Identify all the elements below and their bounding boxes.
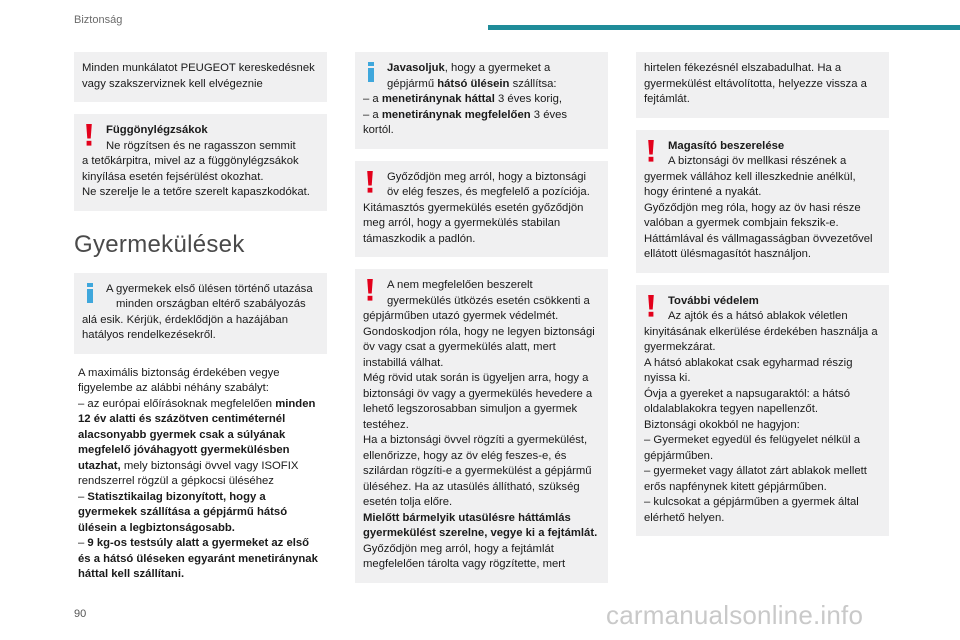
warning-line-1: Győződjön meg arról, hogy a biztonsági	[387, 170, 587, 183]
column-1	[74, 52, 327, 583]
warning-paragraph-1: gyermek vállához kell illeszkednie anélkül, hogy érintené a nyakát.	[644, 170, 856, 198]
rules-intro: A maximális biztonság érdekében vegye figyelembe az alábbi néhány szabályt:	[78, 366, 280, 394]
column-3	[636, 52, 889, 548]
exclamation-icon	[85, 124, 93, 146]
warning-line-2: öv elég feszes, és megfelelő a pozíciója.	[387, 186, 590, 198]
info-i-icon	[366, 62, 376, 82]
info-item-1: – a menetiránynak háttal 3 éves korig,	[363, 93, 563, 105]
warning-title: Magasító beszerelése	[668, 139, 785, 152]
warning-body: a tetőkárpitra, mivel az a függönylégzsákok kinyílása esetén fejsérülést okozhat.	[82, 155, 299, 183]
warning-paragraph-5: Győződjön meg arról, hogy a fejtámlát megfelelően tárolta vagy rögzítette, mert	[363, 542, 566, 570]
section-header: Biztonság	[74, 14, 123, 26]
info-line-2: minden országban eltérő szabályozás	[116, 298, 306, 310]
continued-text: hirtelen fékezésnél elszabadulhat. Ha a gyermekülést eltávolította, helyezze vissza a fejtámlát.	[644, 62, 867, 105]
warning-body: Kitámasztós gyermekülés esetén győződjön meg arról, hogy a gyermekülés stabilan támaszkodik a padlón.	[363, 201, 584, 245]
warning-item-1: – Gyermeket egyedül és felügyelet nélkül a gépjárműben.	[644, 434, 861, 462]
exclamation-icon	[366, 171, 374, 193]
info-i-icon	[85, 283, 95, 303]
exclamation-icon	[366, 279, 374, 301]
warning-title: További védelem	[668, 294, 759, 307]
note-text: Minden munkálatot PEUGEOT kereskedésnek vagy szakszerviznek kell elvégeznie	[82, 62, 315, 90]
warning-paragraph-2: A hátsó ablakokat csak egyharmad részig nyissa ki.	[644, 356, 853, 384]
warning-box-booster	[636, 130, 889, 273]
info-box-regulations	[74, 273, 327, 354]
warning-paragraph-2: Még rövid utak során is ügyeljen arra, hogy a biztonsági öv vagy a gyermekülés hevedere a lehető legszorosabban simuljon a gyermek testéhez.	[363, 372, 593, 431]
warning-paragraph-2: Győződjön meg róla, hogy az öv hasi része valóban a gyermek combjain fekszik-e.	[644, 201, 861, 229]
column-2	[355, 52, 608, 595]
header-accent-bar	[488, 25, 960, 30]
warning-line: Az ajtók és a hátsó ablakok véletlen	[668, 310, 848, 322]
rule-item-3: – 9 kg-os testsúly alatt a gyermeket az első és a hátsó üléseken egyaránt menetiránynak háttal kell szállítani.	[78, 537, 318, 580]
warning-line-1: A nem megfelelően beszerelt	[387, 279, 533, 291]
info-line-1: A gyermekek első ülésen történő utazása	[106, 282, 313, 295]
rules-paragraph	[74, 366, 327, 583]
warning-paragraph-3: Óvja a gyereket a napsugaraktól: a hátsó oldalablakokra tegyen napellenzőt.	[644, 387, 850, 415]
exclamation-icon	[647, 140, 655, 162]
warning-paragraph-4: Mielőtt bármelyik utasülésre háttámlás gyermekülést szerelne, vegye ki a fejtámlát.	[363, 511, 598, 539]
info-box-rear-seats	[355, 52, 608, 149]
info-body: alá esik. Kérjük, érdeklődjön a hazájában hatályos rendelkezésekről.	[82, 313, 288, 341]
warning-line-2: gyermekülés ütközés esetén csökkenti a	[387, 294, 590, 307]
warning-line: Ne rögzítsen és ne ragasszon semmit	[106, 139, 296, 152]
warning-item-2: – gyermeket vagy állatot zárt ablakok mellett erős napfénynek kitett gépjárműben.	[644, 465, 867, 493]
info-line-2: gépjármű hátsó ülésein szállítsa:	[387, 77, 557, 90]
warning-line: A biztonsági öv mellkasi részének a	[668, 155, 847, 167]
warning-item-3: – kulcsokat a gépjárműben a gyermek által elérhető helyen.	[644, 496, 859, 524]
warning-paragraph-1: gépjárműben utazó gyermek védelmét. Gondoskodjon róla, hogy ne legyen biztonsági öv vagy csat a gyermekülés alatt, mert instabillá válhat.	[363, 310, 595, 369]
section-title: Gyermekülések	[74, 230, 245, 258]
warning-title: Függönylégzsákok	[106, 124, 208, 136]
continued-box	[636, 52, 889, 118]
warning-body-2: Ne szerelje le a tetőre szerelt kapaszkodókat.	[82, 186, 310, 198]
note-box-dealer	[74, 52, 327, 102]
exclamation-icon	[647, 295, 655, 317]
rule-item-1: – az európai előírásoknak megfelelően minden 12 év alatti és százötven centiméternél alacsonyabb gyermek csak a súlyának megfelelő jóváhagyott gyermekülésben utazhat, mely biztonsági övvel vagy ISOFIX rendszerrel rögzül a gépkocsi üléséhez	[78, 397, 316, 487]
warning-box-additional-protection	[636, 285, 889, 537]
page-number: 90	[74, 608, 87, 620]
info-item-2: – a menetiránynak megfelelően 3 éves kortól.	[363, 108, 568, 136]
warning-paragraph-1: kinyitásának elkerülése érdekében használja a gyermekzárat.	[644, 325, 878, 353]
warning-box-belt-tension	[355, 161, 608, 258]
warning-box-installation	[355, 269, 608, 583]
warning-paragraph-4: Biztonsági okokból ne hagyjon:	[644, 418, 800, 431]
warning-paragraph-3: Ha a biztonsági övvel rögzíti a gyermekülést, ellenőrizze, hogy az öv elég feszes-e, és szilárdan rögzíti-e a gyermekülést a gépjármű üléséhez. Ha az utasülés állítható, szükség esetén tolja előre.	[363, 434, 592, 508]
warning-paragraph-3: Háttámlával és vállmagasságban övvezetővel ellátott ülésmagasítót használjon.	[644, 232, 873, 260]
info-line-1: Javasoljuk, hogy a gyermeket a	[387, 62, 551, 74]
warning-box-curtain-airbags	[74, 114, 327, 211]
rule-item-2: – Statisztikailag bizonyított, hogy a gyermekek szállítása a gépjármű hátsó ülésein a legbiztonságosabb.	[78, 490, 288, 534]
watermark: carmanualsonline.info	[606, 600, 864, 630]
